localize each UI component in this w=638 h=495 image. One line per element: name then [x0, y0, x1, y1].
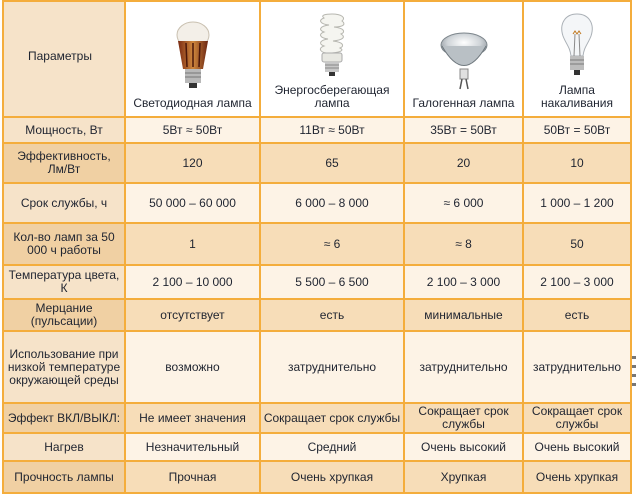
table-cell: затруднительно	[523, 331, 631, 403]
table-row	[3, 143, 631, 183]
table-cell: возможно	[125, 331, 260, 403]
table-cell: затруднительно	[260, 331, 404, 403]
edge-mark	[632, 365, 636, 368]
table-cell: ≈ 6	[260, 223, 404, 265]
table-cell: Очень хрупкая	[523, 461, 631, 493]
edge-mark	[632, 356, 636, 359]
table-cell: Очень высокий	[523, 433, 631, 461]
table-cell: Сокращает срок службы	[523, 403, 631, 433]
halogen-lamp-header	[404, 1, 523, 117]
table-cell: есть	[523, 299, 631, 331]
halogen-bulb-icon	[439, 29, 489, 91]
table-cell: 5 500 – 6 500	[260, 265, 404, 299]
param-label: Температура цвета, К	[3, 265, 125, 299]
edge-artifact	[630, 350, 638, 450]
edge-mark	[632, 383, 636, 386]
lamp-comparison-table	[2, 0, 632, 494]
parameters-header: Параметры	[3, 1, 125, 117]
table-row	[3, 265, 631, 299]
table-cell: 6 000 – 8 000	[260, 183, 404, 223]
table-cell: 10	[523, 143, 631, 183]
param-label: Мерцание (пульсации)	[3, 299, 125, 331]
table-cell: 65	[260, 143, 404, 183]
cfl-lamp-header	[260, 1, 404, 117]
table-cell: 1 000 – 1 200	[523, 183, 631, 223]
table-cell: 50Вт = 50Вт	[523, 117, 631, 143]
table-cell: Очень высокий	[404, 433, 523, 461]
param-label: Прочность лампы	[3, 461, 125, 493]
table-row	[3, 223, 631, 265]
table-cell: Хрупкая	[404, 461, 523, 493]
led-bulb-icon	[173, 21, 213, 91]
cfl-bulb-icon	[312, 12, 352, 78]
table-cell: отсутствует	[125, 299, 260, 331]
table-cell: ≈ 8	[404, 223, 523, 265]
table-cell: Очень хрупкая	[260, 461, 404, 493]
table-cell: 120	[125, 143, 260, 183]
table-cell: Прочная	[125, 461, 260, 493]
table-row	[3, 433, 631, 461]
incandescent-lamp-header	[523, 1, 631, 117]
table-cell: Не имеет значения	[125, 403, 260, 433]
led-lamp-header	[125, 1, 260, 117]
table-row	[3, 117, 631, 143]
table-cell: 2 100 – 3 000	[523, 265, 631, 299]
param-label: Срок службы, ч	[3, 183, 125, 223]
table-row	[3, 403, 631, 433]
table-cell: 50	[523, 223, 631, 265]
lamp-name: Светодиодная лампа	[133, 96, 252, 110]
param-label: Использование при низкой температуре окружающей среды	[3, 331, 125, 403]
table-cell: 35Вт = 50Вт	[404, 117, 523, 143]
param-label: Нагрев	[3, 433, 125, 461]
lamp-name: Лампа накаливания	[541, 83, 613, 110]
table-row	[3, 183, 631, 223]
edge-mark	[632, 374, 636, 377]
param-label: Эффективность, Лм/Вт	[3, 143, 125, 183]
incandescent-bulb-icon	[557, 12, 597, 78]
table-cell: Средний	[260, 433, 404, 461]
table-cell: ≈ 6 000	[404, 183, 523, 223]
table-cell: минимальные	[404, 299, 523, 331]
table-row	[3, 461, 631, 493]
header-row	[3, 1, 631, 117]
table-cell: 20	[404, 143, 523, 183]
lamp-name: Энергосберегающая лампа	[274, 83, 390, 110]
table-cell: 50 000 – 60 000	[125, 183, 260, 223]
lamp-name: Галогенная лампа	[412, 96, 515, 110]
param-label: Эффект ВКЛ/ВЫКЛ:	[3, 403, 125, 433]
table-cell: Сокращает срок службы	[404, 403, 523, 433]
table-cell: 2 100 – 10 000	[125, 265, 260, 299]
param-label: Мощность, Вт	[3, 117, 125, 143]
table-row	[3, 331, 631, 403]
param-label: Кол-во ламп за 50 000 ч работы	[3, 223, 125, 265]
table-row	[3, 299, 631, 331]
table-cell: 1	[125, 223, 260, 265]
table-cell: 5Вт ≈ 50Вт	[125, 117, 260, 143]
table-cell: 11Вт ≈ 50Вт	[260, 117, 404, 143]
table-cell: затруднительно	[404, 331, 523, 403]
table-cell: Сокращает срок службы	[260, 403, 404, 433]
table-cell: есть	[260, 299, 404, 331]
table-cell: 2 100 – 3 000	[404, 265, 523, 299]
table-cell: Незначительный	[125, 433, 260, 461]
